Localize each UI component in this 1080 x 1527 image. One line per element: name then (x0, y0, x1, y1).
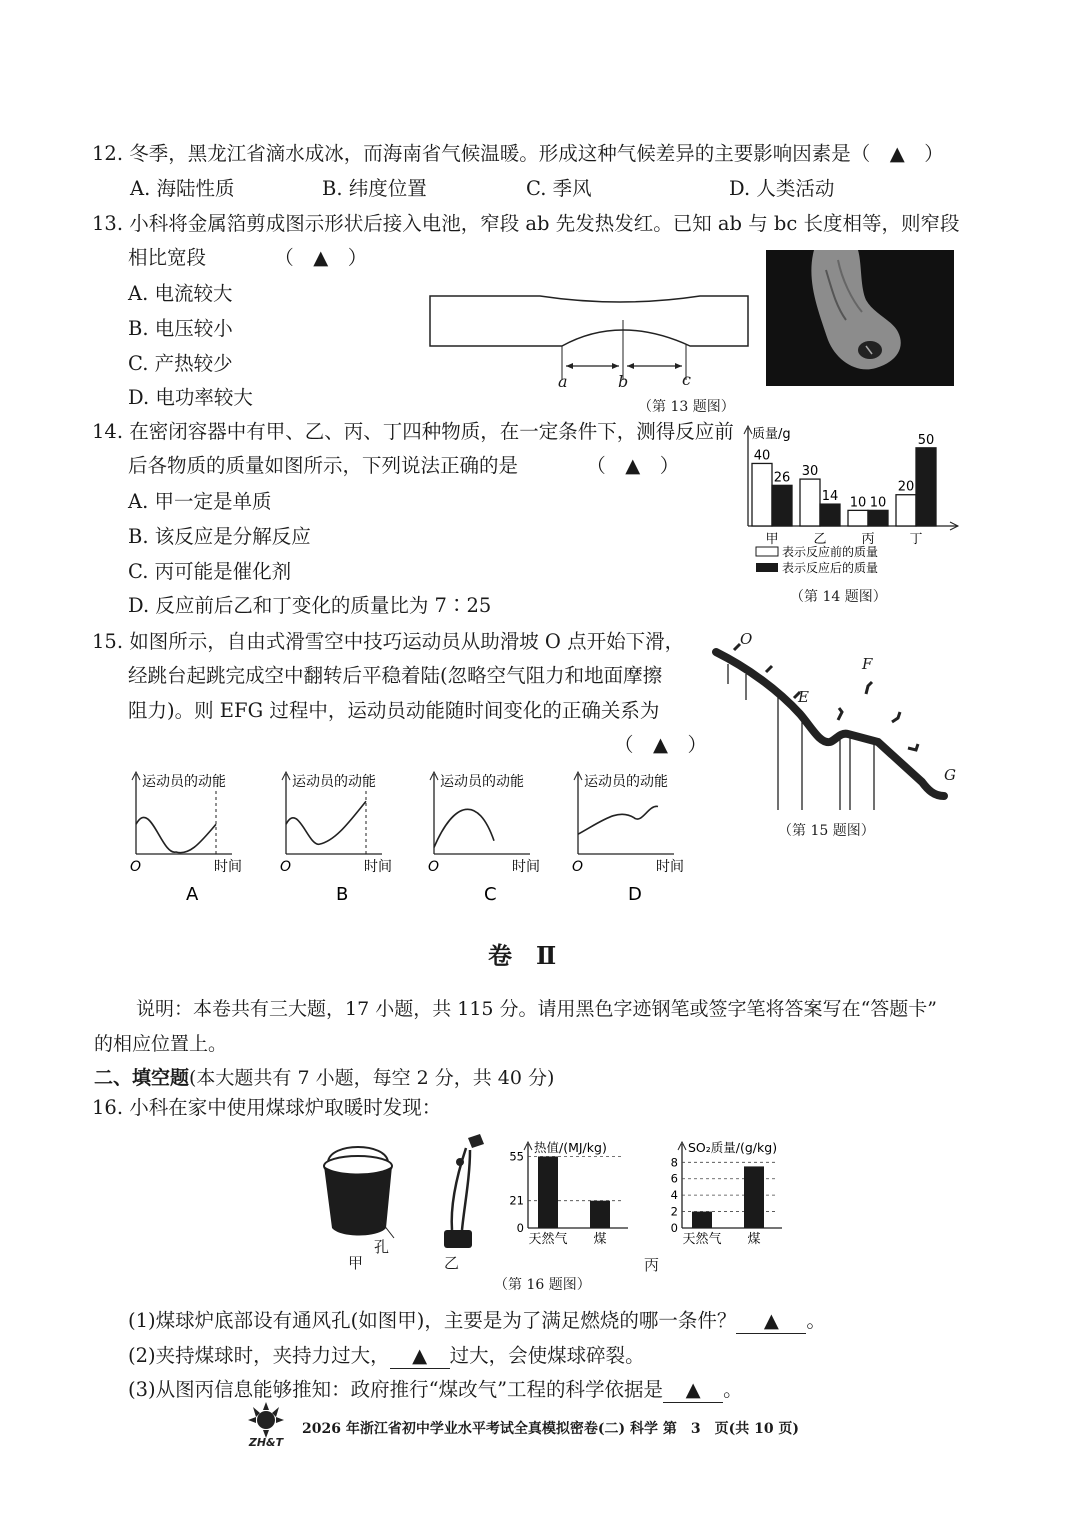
q13-option-c[interactable]: C. 产热较少 (128, 352, 233, 375)
bar-煤 (744, 1166, 764, 1228)
bar-丙-after (868, 510, 888, 526)
category-label: 乙 (813, 532, 827, 547)
q15-caption: （第 15 题图） (778, 823, 875, 839)
q13-foil-diagram (420, 286, 760, 396)
bar-煤 (590, 1201, 610, 1228)
graph-y-label: 运动员的动能 (292, 774, 376, 790)
q16-sub3-text: (3)从图丙信息能够推知：政府推行“煤改气”工程的科学依据是 (128, 1378, 664, 1401)
section2-title: 卷 Ⅱ (488, 941, 557, 970)
graph-option-label: A (186, 884, 199, 905)
q13-photo (766, 250, 954, 386)
graph-x-label: 时间 (214, 859, 242, 875)
bar-value-label: 50 (917, 432, 935, 448)
q16-sub2-text-b: 过大，会使煤球碎裂。 (449, 1344, 645, 1367)
graph-y-label: 运动员的动能 (440, 774, 524, 790)
q16-sub2-answer-blank[interactable]: ▲ (390, 1344, 450, 1369)
bar-value-label: 26 (773, 470, 791, 486)
bar-天然气 (692, 1212, 712, 1228)
category-label: 天然气 (682, 1232, 722, 1247)
q16-sub3 (128, 1378, 743, 1403)
q16-label-bing: 丙 (644, 1256, 660, 1274)
q16-so2-chart (650, 1132, 790, 1250)
graph-origin-label: O (572, 859, 584, 875)
category-label: 丁 (909, 532, 923, 547)
q16-sub1-period: 。 (806, 1309, 826, 1332)
q16-sub1-answer-blank[interactable]: ▲ (736, 1309, 806, 1334)
q16-label-hole: 孔 (374, 1238, 390, 1256)
y-tick-label: 4 (670, 1188, 678, 1203)
q16-caption: （第 16 题图） (494, 1277, 591, 1293)
q13-option-a[interactable]: A. 电流较大 (128, 282, 233, 305)
category-label: 丙 (861, 532, 875, 547)
y-axis-label: 质量/g (752, 427, 791, 442)
category-label: 甲 (765, 532, 779, 547)
q16-tongs-figure (430, 1132, 490, 1252)
q12-option-c[interactable]: C. 季风 (526, 177, 592, 200)
legend-after-swatch (756, 563, 778, 572)
q16-sub3-period: 。 (723, 1378, 743, 1401)
graph-y-label: 运动员的动能 (584, 774, 668, 790)
publisher-logo-text: ZH&T (248, 1436, 284, 1449)
graph-B-curve (286, 801, 366, 844)
bar-甲-before (752, 463, 772, 526)
q16-heat-value-chart (496, 1132, 646, 1250)
q14-option-b[interactable]: B. 该反应是分解反应 (128, 525, 311, 548)
q15-label-e: E (798, 688, 809, 706)
q16-stove-bucket-figure (310, 1132, 410, 1252)
graph-option-label: B (336, 884, 349, 905)
q16-sub1 (128, 1309, 826, 1334)
q14-stem-line2: 后各物质的质量如图所示，下列说法正确的是 （ ▲ ） (128, 454, 680, 477)
graph-origin-label: O (280, 859, 292, 875)
part2-heading (94, 1063, 554, 1090)
publisher-logo (238, 1400, 294, 1450)
q13-label-c: c (682, 370, 691, 389)
bar-甲-after (772, 485, 792, 526)
y-axis-label: SO₂质量/(g/kg) (688, 1140, 778, 1155)
q15-stem-line2: 经跳台起跳完成空中翻转后平稳着陆(忽略空气阻力和地面摩擦 (128, 664, 663, 687)
q12-option-d[interactable]: D. 人类活动 (729, 177, 835, 200)
q15-label-o: O (740, 630, 753, 648)
bar-value-label: 10 (849, 495, 867, 511)
q16-sub2-text-a: (2)夹持煤球时，夹持力过大， (128, 1344, 390, 1367)
y-tick-label: 2 (670, 1204, 678, 1219)
graph-x-label: 时间 (512, 859, 540, 875)
q15-answer-blank: （ ▲ ） (614, 733, 707, 756)
graph-C-curve (434, 809, 494, 847)
graph-A-curve (136, 817, 216, 852)
bar-天然气 (538, 1157, 558, 1229)
q13-label-a: a (558, 372, 568, 391)
category-label: 煤 (747, 1232, 761, 1247)
page-footer: 2026 年浙江省初中学业水平考试全真模拟密卷(二) 科学 第 3 页(共 10 页) (302, 1421, 800, 1437)
q12-stem: 12. 冬季，黑龙江省滴水成冰，而海南省气候温暖。形成这种气候差异的主要影响因素是（ ▲ ） (92, 142, 944, 165)
legend-after-label: 表示反应后的质量 (782, 561, 879, 575)
bar-乙-after (820, 504, 840, 526)
part2-description: (本大题共有 7 小题，每空 2 分，共 40 分) (189, 1067, 555, 1089)
category-label: 煤 (593, 1232, 607, 1247)
category-label: 天然气 (528, 1232, 568, 1247)
q16-sub1-text: (1)煤球炉底部设有通风孔(如图甲)，主要是为了满足燃烧的哪一条件？ (128, 1309, 737, 1332)
y-tick-label: 0 (670, 1221, 678, 1235)
graph-option-label: D (628, 884, 642, 905)
q13-label-b: b (618, 372, 629, 391)
bar-value-label: 14 (821, 489, 839, 505)
legend-before-swatch (756, 547, 778, 556)
graph-option-label: C (484, 884, 497, 905)
q13-option-d[interactable]: D. 电功率较大 (128, 386, 253, 409)
q14-caption: （第 14 题图） (790, 589, 887, 605)
graph-y-label: 运动员的动能 (142, 774, 226, 790)
bar-value-label: 30 (801, 464, 819, 480)
q14-option-a[interactable]: A. 甲一定是单质 (128, 490, 272, 513)
graph-x-label: 时间 (364, 859, 392, 875)
q15-stem-line3: 阻力)。则 EFG 过程中，运动员动能随时间变化的正确关系为 (128, 699, 660, 722)
q15-label-f: F (862, 655, 873, 673)
q14-stem-line1: 14. 在密闭容器中有甲、乙、丙、丁四种物质，在一定条件下，测得反应前 (92, 420, 734, 443)
bar-丁-after (916, 448, 936, 526)
bar-value-label: 20 (897, 479, 915, 495)
q13-option-b[interactable]: B. 电压较小 (128, 317, 233, 340)
y-axis-label: 热值/(MJ/kg) (534, 1140, 607, 1155)
bar-value-label: 10 (869, 495, 887, 511)
q12-option-b[interactable]: B. 纬度位置 (322, 177, 427, 200)
part2-title: 二、填空题 (94, 1067, 190, 1089)
y-tick-label: 6 (670, 1171, 678, 1186)
legend-before-label: 表示反应前的质量 (782, 545, 879, 559)
section2-note-line1: 说明：本卷共有三大题，17 小题，共 115 分。请用黑色字迹钢笔或签字笔将答案写在“答题卡” (136, 998, 937, 1020)
q15-stem-line1: 15. 如图所示，自由式滑雪空中技巧运动员从助滑坡 O 点开始下滑， (92, 630, 685, 653)
graph-origin-label: O (130, 859, 142, 875)
q16-sub3-answer-blank[interactable]: ▲ (663, 1378, 723, 1403)
section2-note-line2: 的相应位置上。 (94, 1033, 228, 1055)
q15-label-g: G (944, 766, 956, 784)
q15-ski-slope-figure (708, 624, 958, 824)
q14-option-c[interactable]: C. 丙可能是催化剂 (128, 560, 292, 583)
q12-option-a[interactable]: A. 海陆性质 (130, 177, 235, 200)
q13-stem-line1: 13. 小科将金属箔剪成图示形状后接入电池，窄段 ab 先发热发红。已知 ab 与 bc 长度相等，则窄段 (92, 212, 960, 235)
graph-x-label: 时间 (656, 859, 684, 875)
bar-value-label: 40 (753, 448, 771, 464)
q16-label-jia: 甲 (348, 1254, 364, 1272)
q14-option-d[interactable]: D. 反应前后乙和丁变化的质量比为 7∶25 (128, 594, 492, 617)
bar-乙-before (800, 479, 820, 526)
q13-stem-line2: 相比宽段 （ ▲ ） (128, 246, 368, 269)
y-tick-label: 0 (516, 1221, 524, 1235)
y-tick-label: 55 (509, 1149, 524, 1164)
q16-label-yi: 乙 (444, 1254, 460, 1272)
bar-丁-before (896, 495, 916, 526)
q13-caption: （第 13 题图） (638, 399, 735, 415)
graph-origin-label: O (428, 859, 440, 875)
y-tick-label: 8 (670, 1155, 678, 1170)
y-tick-label: 21 (509, 1193, 524, 1208)
q16-stem: 16. 小科在家中使用煤球炉取暖时发现： (92, 1096, 442, 1119)
graph-D-curve (578, 806, 658, 834)
q14-mass-chart (726, 418, 966, 583)
q15-kinetic-energy-graphs (120, 768, 700, 908)
q16-sub2 (128, 1344, 645, 1369)
bar-丙-before (848, 510, 868, 526)
